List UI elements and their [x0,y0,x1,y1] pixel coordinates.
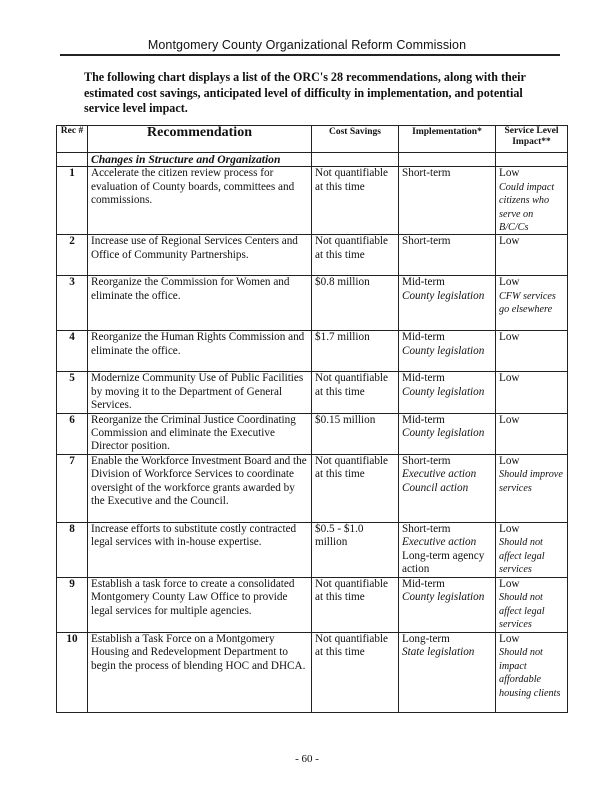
row-implementation [399,167,496,235]
section-svc-blank [496,153,568,167]
row-implementation [399,577,496,632]
impact-level: Low [499,276,520,289]
section-heading: Changes in Structure and Organization [88,153,312,167]
impact-note: Should not affect legal services [499,592,545,631]
impact-note: Could impact citizens who serve on B/C/Cs [499,181,555,234]
header-recommendation: Recommendation [88,126,312,153]
row-cost-savings: $0.8 million [312,276,399,331]
row-cost-savings: Not quantifiable at this time [312,454,399,522]
table-row [57,276,568,331]
row-service-impact [496,167,568,235]
impact-level: Low [499,331,520,344]
header-cost-savings: Cost Savings [312,126,399,153]
row-number: 2 [57,235,88,276]
row-implementation [399,522,496,577]
impact-note: Should improve services [499,469,563,494]
section-cost-blank [312,153,399,167]
row-recommendation: Establish a Task Force on a Montgomery Housing and Redevelopment Department to begin the process of blending HOC and DHCA. [88,632,312,712]
table-row [57,413,568,454]
header-rec-number: Rec # [57,126,88,153]
impact-note: Should not impact affordable housing clients [499,647,561,699]
impl-timeframe: Long-term [402,632,450,645]
impact-level: Low [499,167,520,180]
impl-timeframe: Mid-term [402,372,445,385]
row-implementation [399,331,496,372]
row-implementation [399,276,496,331]
impl-method: Executive action Council action [402,468,477,494]
impl-timeframe: Mid-term [402,577,445,590]
row-number: 6 [57,413,88,454]
row-recommendation: Accelerate the citizen review process for evaluation of County boards, committees and commissions. [88,167,312,235]
row-cost-savings: Not quantifiable at this time [312,372,399,413]
row-implementation [399,413,496,454]
table-row [57,372,568,413]
row-number: 10 [57,632,88,712]
impact-level: Low [499,372,520,385]
table-row [57,454,568,522]
row-service-impact [496,235,568,276]
row-cost-savings: Not quantifiable at this time [312,632,399,712]
row-number: 4 [57,331,88,372]
header-implementation: Implementation* [399,126,496,153]
row-cost-savings: Not quantifiable at this time [312,577,399,632]
impl-timeframe: Short-term [402,235,451,248]
row-number: 7 [57,454,88,522]
row-cost-savings: $1.7 million [312,331,399,372]
row-service-impact [496,276,568,331]
impl-method: County legislation [402,591,485,604]
table-row [57,235,568,276]
impl-method: State legislation [402,646,475,659]
row-cost-savings: $0.5 - $1.0 million [312,522,399,577]
row-implementation [399,372,496,413]
table-row [57,632,568,712]
row-number: 9 [57,577,88,632]
impl-timeframe: Mid-term [402,331,445,344]
row-cost-savings: $0.15 million [312,413,399,454]
intro-paragraph: The following chart displays a list of the ORC's 28 recommendations, along with their estimated cost savings, anticipated level of difficulty in implementation, and potential service level impact. [84,70,526,116]
row-recommendation: Reorganize the Commission for Women and eliminate the office. [88,276,312,331]
row-implementation [399,454,496,522]
impl-timeframe: Short-term [402,454,451,467]
row-implementation [399,632,496,712]
row-recommendation: Increase efforts to substitute costly contracted legal services with in-house expertise. [88,522,312,577]
impact-note: Should not affect legal services [499,537,545,576]
impl-method: County legislation [402,427,485,440]
impact-level: Low [499,577,520,590]
impl-method: County legislation [402,344,485,357]
impl-method: Executive action [402,536,477,549]
row-service-impact [496,522,568,577]
row-cost-savings: Not quantifiable at this time [312,167,399,235]
impl-timeframe: Mid-term [402,276,445,289]
table-row [57,331,568,372]
row-recommendation: Increase use of Regional Services Centers and Office of Community Partnerships. [88,235,312,276]
table-header-row [57,126,568,153]
row-service-impact [496,413,568,454]
impact-level: Low [499,235,520,248]
section-row [57,153,568,167]
row-cost-savings: Not quantifiable at this time [312,235,399,276]
impact-level: Low [499,413,520,426]
impl-timeframe: Mid-term [402,413,445,426]
section-rec-blank [57,153,88,167]
row-number: 1 [57,167,88,235]
row-service-impact [496,632,568,712]
impact-note: CFW services go elsewhere [499,290,556,316]
row-service-impact [496,577,568,632]
header-service-level-impact: Service Level Impact** [496,126,568,153]
header-divider [60,54,560,56]
row-recommendation: Enable the Workforce Investment Board and the Division of Workforce Services to coordinate oversight of the workforce grants awarded by the Executive and the Council. [88,454,312,522]
table-row [57,577,568,632]
impl-timeframe: Short-term [402,167,451,180]
impact-level: Low [499,454,520,467]
row-implementation [399,235,496,276]
row-service-impact [496,454,568,522]
row-recommendation: Establish a task force to create a consolidated Montgomery County Law Office to provide legal services for multiple agencies. [88,577,312,632]
row-recommendation: Reorganize the Human Rights Commission and eliminate the office. [88,331,312,372]
row-recommendation: Reorganize the Criminal Justice Coordinating Commission and eliminate the Executive Director position. [88,413,312,454]
row-number: 8 [57,522,88,577]
row-service-impact [496,331,568,372]
impl-method: County legislation [402,385,485,398]
row-service-impact [496,372,568,413]
page-number: - 60 - [295,753,319,765]
page-header-title: Montgomery County Organizational Reform Commission [147,38,467,52]
section-impl-blank [399,153,496,167]
impl-timeframe-long: Long-term agency action [402,549,485,576]
impl-timeframe: Short-term [402,522,451,535]
table-row [57,522,568,577]
row-recommendation: Modernize Community Use of Public Facilities by moving it to the Department of General Services. [88,372,312,413]
impact-level: Low [499,522,520,535]
table-row [57,167,568,235]
impl-method: County legislation [402,289,485,302]
recommendations-table [56,125,568,713]
row-number: 5 [57,372,88,413]
row-number: 3 [57,276,88,331]
impact-level: Low [499,632,520,645]
